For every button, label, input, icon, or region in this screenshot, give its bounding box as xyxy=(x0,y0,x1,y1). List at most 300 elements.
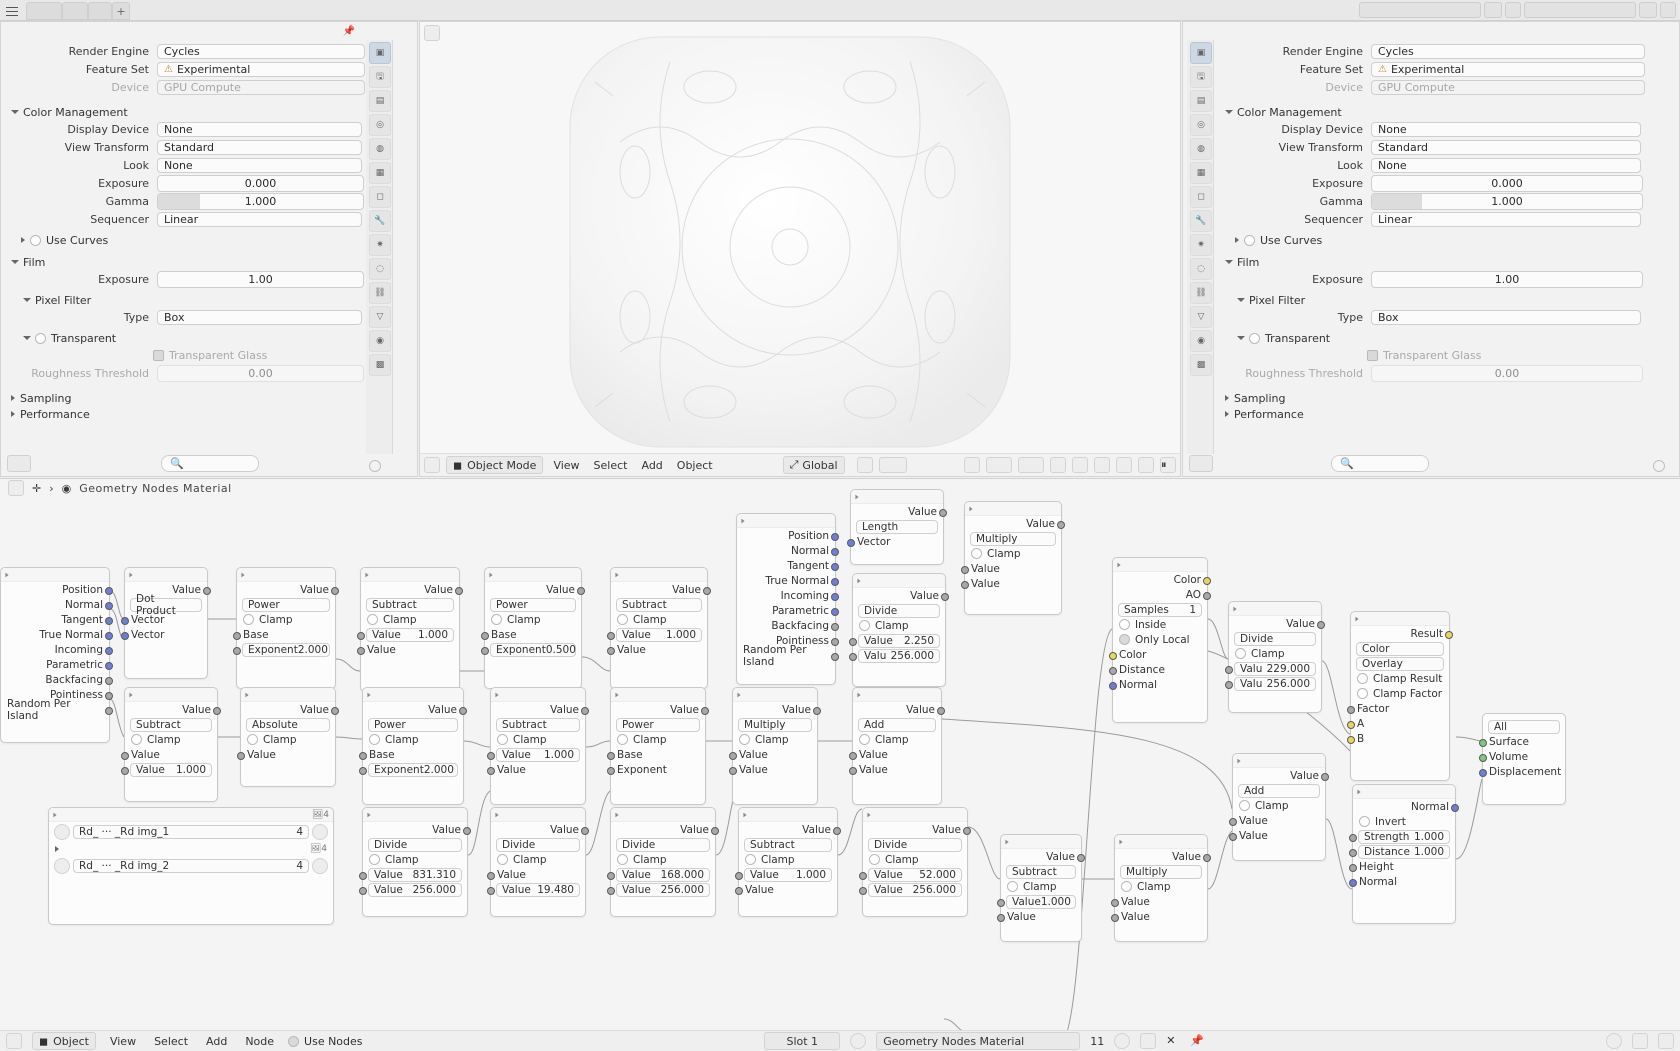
node-blend-mode-dropdown[interactable]: Overlay xyxy=(1351,656,1449,671)
tab-collection[interactable]: ▦ xyxy=(369,162,391,184)
node-output-value[interactable]: Value xyxy=(125,582,207,597)
node-vector-length[interactable] xyxy=(850,489,944,565)
editor-type-button-right[interactable] xyxy=(1189,455,1213,472)
shield-icon[interactable] xyxy=(1114,1033,1130,1049)
node-value-field-2[interactable]: Valu 256.000 xyxy=(1229,676,1321,691)
node-input-base[interactable]: Base xyxy=(485,627,581,642)
exposure-slider-right[interactable] xyxy=(1371,175,1643,192)
node-header[interactable] xyxy=(965,502,1061,516)
node-strength-field[interactable]: Strength 1.000 xyxy=(1353,829,1455,844)
node-power-2[interactable] xyxy=(484,567,582,689)
node-subtract-1[interactable] xyxy=(360,567,460,692)
tab-world-right[interactable]: ◍ xyxy=(1190,138,1212,160)
node-header[interactable] xyxy=(863,808,967,822)
editor-type-button-left[interactable] xyxy=(7,455,31,472)
tab-data[interactable]: ▽ xyxy=(369,306,391,328)
material-users-count[interactable]: 11 xyxy=(1090,1034,1105,1048)
view-transform-dropdown[interactable]: Standard xyxy=(157,140,362,155)
tab-scene[interactable]: ◎ xyxy=(369,114,391,136)
render-engine-dropdown[interactable]: Cycles xyxy=(157,44,365,59)
node-operation-dropdown[interactable]: Divide xyxy=(863,837,967,852)
node-image-texture-group[interactable] xyxy=(48,807,334,925)
node-operation-dropdown[interactable]: Divide xyxy=(491,837,585,852)
tab-constraints-right[interactable]: ⛓ xyxy=(1190,282,1212,304)
node-input-value[interactable]: Value xyxy=(491,867,585,882)
node-input-distance[interactable]: Distance xyxy=(1113,662,1207,677)
node-header[interactable] xyxy=(485,568,581,582)
node-value-field[interactable]: Value 1.000 xyxy=(125,762,217,777)
transform-orientation-dropdown[interactable]: ⤢ Global xyxy=(783,456,845,474)
node-operation-dropdown[interactable]: Absolute xyxy=(241,717,335,732)
node-output-ao[interactable]: AO xyxy=(1113,587,1207,602)
node-input-vector-2[interactable]: Vector xyxy=(125,627,207,642)
feature-set-dropdown[interactable] xyxy=(157,62,365,77)
shield-icon[interactable] xyxy=(312,858,328,874)
node-value-field-1[interactable]: Value 168.000 xyxy=(611,867,715,882)
node-dot-product[interactable] xyxy=(124,567,208,679)
node-input-exponent[interactable]: Exponent 2.000 xyxy=(363,762,463,777)
node-add-2[interactable] xyxy=(1232,753,1326,861)
node-output-value[interactable]: Value xyxy=(863,822,967,837)
node-header[interactable] xyxy=(49,808,333,822)
workspace-tab-3[interactable] xyxy=(88,2,112,20)
node-header[interactable] xyxy=(853,574,945,588)
snap-options-icon[interactable] xyxy=(1658,1033,1674,1049)
node-output-value[interactable]: Value xyxy=(361,582,459,597)
color-management-section[interactable] xyxy=(1,104,369,120)
node-input-vector[interactable]: Vector xyxy=(851,534,943,549)
proportional-edit-icon[interactable] xyxy=(879,457,907,473)
node-input-vector-1[interactable]: Vector xyxy=(125,612,207,627)
node-input-normal[interactable]: Normal xyxy=(1113,677,1207,692)
tab-collection-right[interactable]: ▦ xyxy=(1190,162,1212,184)
display-device-dropdown-right[interactable]: None xyxy=(1371,122,1641,137)
performance-section-right[interactable] xyxy=(1215,406,1679,422)
node-operation-dropdown[interactable]: Divide xyxy=(363,837,467,852)
new-view-layer-button[interactable] xyxy=(1639,2,1657,18)
editor-type-icon-left[interactable] xyxy=(5,26,17,38)
node-multiply-2[interactable] xyxy=(1114,834,1208,942)
node-menu-add[interactable]: Add xyxy=(206,1034,228,1048)
node-input-value-1[interactable]: Value xyxy=(853,747,941,762)
node-header[interactable] xyxy=(611,568,707,582)
editor-type-icon-viewport[interactable] xyxy=(424,25,440,41)
node-clamp-checkbox[interactable]: Clamp xyxy=(1001,879,1081,894)
node-clamp-checkbox[interactable]: Clamp xyxy=(491,852,585,867)
node-input-color[interactable]: Color xyxy=(1113,647,1207,662)
shading-solid-icon[interactable] xyxy=(1094,457,1110,473)
node-output-value[interactable]: Value xyxy=(125,702,217,717)
node-clamp-checkbox[interactable]: Clamp xyxy=(363,852,467,867)
node-output-random-per-island[interactable]: Random Per Island xyxy=(1,702,109,717)
node-output-value[interactable]: Value xyxy=(237,582,335,597)
node-clamp-checkbox[interactable]: Clamp xyxy=(363,732,463,747)
node-header[interactable] xyxy=(363,688,463,702)
node-input-value-1[interactable]: Value xyxy=(965,561,1061,576)
node-clamp-checkbox[interactable]: Clamp xyxy=(1115,879,1207,894)
node-operation-dropdown[interactable]: Length xyxy=(851,519,943,534)
look-dropdown[interactable]: None xyxy=(157,158,362,173)
node-header[interactable] xyxy=(1115,835,1207,849)
performance-section[interactable] xyxy=(1,406,369,422)
tab-modifiers[interactable]: 🔧 xyxy=(369,210,391,232)
menu-object[interactable]: Object xyxy=(676,458,713,472)
shield-icon[interactable] xyxy=(312,824,328,840)
use-curves-checkbox[interactable] xyxy=(30,235,41,246)
3d-viewport[interactable] xyxy=(419,21,1181,477)
exposure-slider[interactable] xyxy=(157,175,364,192)
tab-output-right[interactable]: 🖫 xyxy=(1190,66,1212,88)
node-divide-1[interactable] xyxy=(362,807,468,917)
unlink-material-icon[interactable]: ✕ xyxy=(1166,1034,1176,1047)
node-input-exponent[interactable]: Exponent xyxy=(611,762,705,777)
node-output-value[interactable]: Value xyxy=(491,822,585,837)
node-clamp-checkbox[interactable]: Clamp xyxy=(853,732,941,747)
node-operation-dropdown[interactable]: Power xyxy=(611,717,705,732)
node-value-field-2[interactable]: Value 256.000 xyxy=(363,882,467,897)
use-curves-section-right[interactable] xyxy=(1215,232,1679,248)
tab-particles[interactable]: ✷ xyxy=(369,234,391,256)
node-power-3[interactable] xyxy=(362,687,464,805)
node-output-value[interactable]: Value xyxy=(851,504,943,519)
node-power-4[interactable] xyxy=(610,687,706,805)
node-header[interactable] xyxy=(1233,754,1325,768)
tab-scene-right[interactable]: ◎ xyxy=(1190,114,1212,136)
node-clamp-checkbox[interactable]: Clamp xyxy=(739,852,837,867)
node-power-1[interactable] xyxy=(236,567,336,689)
overlay-toggle-icon[interactable] xyxy=(1606,1033,1622,1049)
node-value-field-2[interactable]: Value 256.000 xyxy=(863,882,967,897)
node-mix-color[interactable] xyxy=(1350,611,1450,781)
node-header[interactable] xyxy=(361,568,459,582)
editor-type-icon-3dview[interactable] xyxy=(424,457,440,473)
node-subtract-6[interactable] xyxy=(1000,834,1082,942)
node-output-backfacing[interactable]: Backfacing xyxy=(1,672,109,687)
node-input-value-1[interactable]: Value xyxy=(733,747,817,762)
node-input-value-1[interactable]: Value xyxy=(1233,813,1325,828)
node-input-value[interactable]: Value xyxy=(491,762,585,777)
node-input-surface[interactable]: Surface xyxy=(1483,734,1565,749)
node-header[interactable] xyxy=(851,490,943,504)
node-operation-dropdown[interactable]: Subtract xyxy=(739,837,837,852)
node-add-1[interactable] xyxy=(852,687,942,805)
node-output-value[interactable]: Value xyxy=(363,702,463,717)
workspace-tab-1[interactable] xyxy=(26,2,62,20)
node-header[interactable] xyxy=(1001,835,1081,849)
node-clamp-checkbox[interactable]: Clamp xyxy=(853,618,945,633)
properties-search-right[interactable]: 🔍 xyxy=(1331,455,1429,472)
tab-constraints[interactable]: ⛓ xyxy=(369,282,391,304)
pin-icon-left[interactable]: 📌 xyxy=(342,26,355,37)
node-value-field-2[interactable]: Valu 256.000 xyxy=(853,648,945,663)
node-output-true-normal[interactable]: True Normal xyxy=(737,573,835,588)
look-dropdown-right[interactable]: None xyxy=(1371,158,1641,173)
node-target-dropdown[interactable]: All xyxy=(1483,714,1565,734)
node-only-local-checkbox[interactable]: Only Local xyxy=(1113,632,1207,647)
node-output-parametric[interactable]: Parametric xyxy=(1,657,109,672)
pin-icon[interactable]: 📌 xyxy=(1190,1034,1204,1047)
add-node-icon[interactable]: ✛ xyxy=(32,481,42,495)
node-value-field-1[interactable]: Value 52.000 xyxy=(863,867,967,882)
node-value-field[interactable]: Value 1.000 xyxy=(739,867,837,882)
pixel-filter-section-right[interactable] xyxy=(1215,292,1679,308)
node-input-normal[interactable]: Normal xyxy=(1353,874,1455,889)
node-output-position[interactable]: Position xyxy=(737,528,835,543)
menu-add[interactable]: Add xyxy=(641,458,663,472)
node-output-value[interactable]: Value xyxy=(1233,768,1325,783)
node-header[interactable] xyxy=(611,688,705,702)
node-header[interactable] xyxy=(1351,612,1449,626)
node-operation-dropdown[interactable]: Multiply xyxy=(1115,864,1207,879)
node-clamp-checkbox[interactable]: Clamp xyxy=(611,612,707,627)
node-output-incoming[interactable]: Incoming xyxy=(1,642,109,657)
transparent-glass-checkbox[interactable] xyxy=(153,350,164,361)
filter-icon-left[interactable] xyxy=(369,460,381,472)
node-output-parametric[interactable]: Parametric xyxy=(737,603,835,618)
use-nodes-toggle[interactable]: Use Nodes xyxy=(288,1035,363,1048)
node-input-base[interactable]: Base xyxy=(611,747,705,762)
node-output-position[interactable]: Position xyxy=(1,582,109,597)
image-datablock-row-2[interactable]: Rd_ ··· _Rd img_2 4 xyxy=(49,856,333,876)
sequencer-dropdown[interactable]: Linear xyxy=(157,212,362,227)
node-value-field-2[interactable]: Value 256.000 xyxy=(611,882,715,897)
node-input-value-1[interactable]: Value xyxy=(1115,894,1207,909)
node-output-tangent[interactable]: Tangent xyxy=(737,558,835,573)
node-divide-3[interactable] xyxy=(610,807,716,917)
node-output-value[interactable]: Value xyxy=(491,702,585,717)
new-material-icon[interactable] xyxy=(1140,1033,1156,1049)
node-input-displacement[interactable]: Displacement xyxy=(1483,764,1565,779)
image-datablock-row-1[interactable]: Rd_ ··· _Rd img_1 4 xyxy=(49,822,333,842)
node-operation-dropdown[interactable]: Divide xyxy=(853,603,945,618)
node-bump[interactable] xyxy=(1352,784,1456,924)
node-value-field-1[interactable]: Value 831.310 xyxy=(363,867,467,882)
tab-particles-right[interactable]: ✷ xyxy=(1190,234,1212,256)
unlink-scene-button[interactable] xyxy=(1505,2,1521,18)
node-operation-dropdown[interactable]: Subtract xyxy=(125,717,217,732)
node-samples-field[interactable]: Samples 1 xyxy=(1113,602,1207,617)
editor-type-icon-nodes[interactable] xyxy=(8,480,24,496)
workspace-tab-2[interactable] xyxy=(62,2,88,20)
node-input-base[interactable]: Base xyxy=(237,627,335,642)
node-menu-view[interactable]: View xyxy=(109,1034,137,1048)
tab-object[interactable]: ◻ xyxy=(369,186,391,208)
node-input-factor[interactable]: Factor xyxy=(1351,701,1449,716)
film-section-right[interactable] xyxy=(1215,254,1679,270)
tab-material[interactable]: ◉ xyxy=(369,330,391,352)
node-output-normal[interactable]: Normal xyxy=(1353,799,1455,814)
node-input-value-2[interactable]: Value xyxy=(853,762,941,777)
node-header[interactable] xyxy=(733,688,817,702)
tab-view-layer[interactable]: ▤ xyxy=(369,90,391,112)
tab-output[interactable]: 🖫 xyxy=(369,66,391,88)
node-header[interactable] xyxy=(363,808,467,822)
node-subtract-2[interactable] xyxy=(610,567,708,689)
image-icon[interactable] xyxy=(54,858,70,874)
node-clamp-checkbox[interactable]: Clamp xyxy=(361,612,459,627)
filter-icon-right[interactable] xyxy=(1653,460,1665,472)
node-clamp-result-checkbox[interactable]: Clamp Result xyxy=(1351,671,1449,686)
node-multiply-1[interactable] xyxy=(732,687,818,805)
scene-selector[interactable] xyxy=(1359,2,1481,18)
node-input-value[interactable]: Value xyxy=(611,642,707,657)
tab-texture-right[interactable]: ▩ xyxy=(1190,354,1212,376)
node-value-field-2[interactable]: Value 19.480 xyxy=(491,882,585,897)
feature-set-dropdown-right[interactable] xyxy=(1371,62,1645,77)
menu-view[interactable]: View xyxy=(553,458,580,472)
node-output-value[interactable]: Value xyxy=(241,702,335,717)
node-output-pointiness[interactable]: Pointiness xyxy=(1,687,109,702)
shading-material-icon[interactable] xyxy=(1116,457,1132,473)
workspace-tab-add[interactable]: + xyxy=(112,2,130,20)
node-value-field-1[interactable]: Value 2.250 xyxy=(853,633,945,648)
node-output-value[interactable]: Value xyxy=(1229,616,1321,631)
node-output-random-per-island[interactable]: Random Per Island xyxy=(737,648,835,663)
node-output-value[interactable]: Value xyxy=(611,822,715,837)
shading-wireframe-icon[interactable] xyxy=(1072,457,1088,473)
node-operation-dropdown[interactable]: Dot Product xyxy=(125,597,207,612)
node-output-value[interactable]: Value xyxy=(1001,849,1081,864)
node-output-value[interactable]: Value xyxy=(485,582,581,597)
gamma-slider[interactable] xyxy=(157,193,364,210)
tab-view-layer-right[interactable]: ▤ xyxy=(1190,90,1212,112)
node-output-pointiness[interactable]: Pointiness xyxy=(737,633,835,648)
node-header[interactable] xyxy=(1113,558,1207,572)
node-mode-dropdown[interactable]: ◼ Object xyxy=(32,1032,96,1050)
tab-world[interactable]: ◍ xyxy=(369,138,391,160)
node-input-value-2[interactable]: Value xyxy=(733,762,817,777)
node-material-output[interactable] xyxy=(1482,713,1566,805)
node-output-value[interactable]: Value xyxy=(733,702,817,717)
gizmo-icon[interactable] xyxy=(986,457,1012,473)
film-section[interactable] xyxy=(1,254,369,270)
slot-dropdown[interactable] xyxy=(764,1032,840,1050)
node-operation-dropdown[interactable]: Divide xyxy=(611,837,715,852)
tab-texture[interactable]: ▩ xyxy=(369,354,391,376)
node-operation-dropdown[interactable]: Subtract xyxy=(1001,864,1081,879)
transparent-section[interactable] xyxy=(1,330,369,346)
node-operation-dropdown[interactable]: Power xyxy=(363,717,463,732)
tab-physics[interactable]: ◌ xyxy=(369,258,391,280)
node-input-base[interactable]: Base xyxy=(363,747,463,762)
snap-node-icon[interactable] xyxy=(1632,1033,1648,1049)
visibility-icon[interactable] xyxy=(964,457,980,473)
node-input-value[interactable]: Value xyxy=(739,882,837,897)
tab-physics-right[interactable]: ◌ xyxy=(1190,258,1212,280)
node-operation-dropdown[interactable]: Multiply xyxy=(965,531,1061,546)
properties-search-left[interactable]: 🔍 xyxy=(161,455,259,472)
node-output-value[interactable]: Value xyxy=(739,822,837,837)
node-operation-dropdown[interactable]: Subtract xyxy=(491,717,585,732)
node-input-value-2[interactable]: Value xyxy=(1115,909,1207,924)
node-header[interactable] xyxy=(739,808,837,822)
node-output-value[interactable]: Value xyxy=(1115,849,1207,864)
node-header[interactable] xyxy=(1229,602,1321,616)
node-output-normal[interactable]: Normal xyxy=(737,543,835,558)
node-subtract-4[interactable] xyxy=(490,687,586,805)
overlays-icon[interactable] xyxy=(1018,457,1044,473)
tab-material-right[interactable]: ◉ xyxy=(1190,330,1212,352)
node-header[interactable] xyxy=(237,568,335,582)
node-operation-dropdown[interactable]: Subtract xyxy=(361,597,459,612)
node-value-field[interactable]: Value 1.000 xyxy=(361,627,459,642)
film-exposure-slider[interactable] xyxy=(157,271,364,288)
node-header[interactable] xyxy=(1,568,109,582)
transparent-checkbox[interactable] xyxy=(35,333,46,344)
tab-object-right[interactable]: ◻ xyxy=(1190,186,1212,208)
node-distance-field[interactable]: Distance 1.000 xyxy=(1353,844,1455,859)
node-operation-dropdown[interactable]: Power xyxy=(485,597,581,612)
node-operation-dropdown[interactable]: Subtract xyxy=(611,597,707,612)
use-curves-checkbox-right[interactable] xyxy=(1244,235,1255,246)
snap-icon[interactable] xyxy=(857,457,873,473)
node-header[interactable] xyxy=(491,688,585,702)
node-output-color[interactable]: Color xyxy=(1113,572,1207,587)
node-clamp-checkbox[interactable]: Clamp xyxy=(611,732,705,747)
node-header[interactable] xyxy=(125,688,217,702)
material-name-field[interactable] xyxy=(876,1032,1080,1050)
material-browse-icon[interactable] xyxy=(850,1033,866,1049)
node-header[interactable] xyxy=(1353,785,1455,799)
shading-rendered-icon[interactable] xyxy=(1138,457,1154,473)
sequencer-dropdown-right[interactable]: Linear xyxy=(1371,212,1641,227)
node-value-field[interactable]: Value 1.000 xyxy=(611,627,707,642)
node-clamp-checkbox[interactable]: Clamp xyxy=(1233,798,1325,813)
node-output-tangent[interactable]: Tangent xyxy=(1,612,109,627)
node-operation-dropdown[interactable]: Add xyxy=(853,717,941,732)
node-input-value[interactable]: Value xyxy=(1001,909,1081,924)
node-input-exponent[interactable]: Exponent 2.000 xyxy=(237,642,335,657)
node-header[interactable] xyxy=(737,514,835,528)
node-input-value-2[interactable]: Value xyxy=(965,576,1061,591)
node-header[interactable] xyxy=(853,688,941,702)
node-operation-dropdown[interactable]: Divide xyxy=(1229,631,1321,646)
node-header[interactable] xyxy=(241,688,335,702)
node-divide-4[interactable] xyxy=(862,807,968,917)
pause-icon[interactable]: ⏸ xyxy=(1160,457,1176,473)
remove-view-layer-button[interactable] xyxy=(1660,2,1676,18)
node-input-b[interactable]: B xyxy=(1351,731,1449,746)
node-input-height[interactable]: Height xyxy=(1353,859,1455,874)
node-output-value[interactable]: Value xyxy=(611,582,707,597)
node-clamp-checkbox[interactable]: Clamp xyxy=(863,852,967,867)
view-layer-selector[interactable] xyxy=(1524,2,1636,18)
node-input-value[interactable]: Value xyxy=(361,642,459,657)
node-value-field-1[interactable]: Valu 229.000 xyxy=(1229,661,1321,676)
tab-render-right[interactable]: ▣ xyxy=(1190,42,1212,64)
node-clamp-checkbox[interactable]: Clamp xyxy=(125,732,217,747)
node-operation-dropdown[interactable]: Power xyxy=(237,597,335,612)
tab-data-right[interactable]: ▽ xyxy=(1190,306,1212,328)
node-clamp-checkbox[interactable]: Clamp xyxy=(491,732,585,747)
node-clamp-checkbox[interactable]: Clamp xyxy=(1229,646,1321,661)
node-input-value-2[interactable]: Value xyxy=(1233,828,1325,843)
image-datablock-icon-2[interactable]: 🖼4 xyxy=(309,844,327,854)
node-input-value[interactable]: Value xyxy=(125,747,217,762)
node-input-a[interactable]: A xyxy=(1351,716,1449,731)
node-clamp-checkbox[interactable]: Clamp xyxy=(733,732,817,747)
node-output-result[interactable]: Result xyxy=(1351,626,1449,641)
node-ambient-occlusion[interactable] xyxy=(1112,557,1208,723)
node-input-exponent[interactable]: Exponent 0.500 xyxy=(485,642,581,657)
view-transform-dropdown-right[interactable]: Standard xyxy=(1371,140,1641,155)
node-clamp-checkbox[interactable]: Clamp xyxy=(611,852,715,867)
node-output-value[interactable]: Value xyxy=(853,702,941,717)
color-management-section-right[interactable] xyxy=(1215,104,1679,120)
node-clamp-checkbox[interactable]: Clamp xyxy=(237,612,335,627)
node-input-value[interactable]: Value xyxy=(241,747,335,762)
pixel-filter-section[interactable] xyxy=(1,292,369,308)
